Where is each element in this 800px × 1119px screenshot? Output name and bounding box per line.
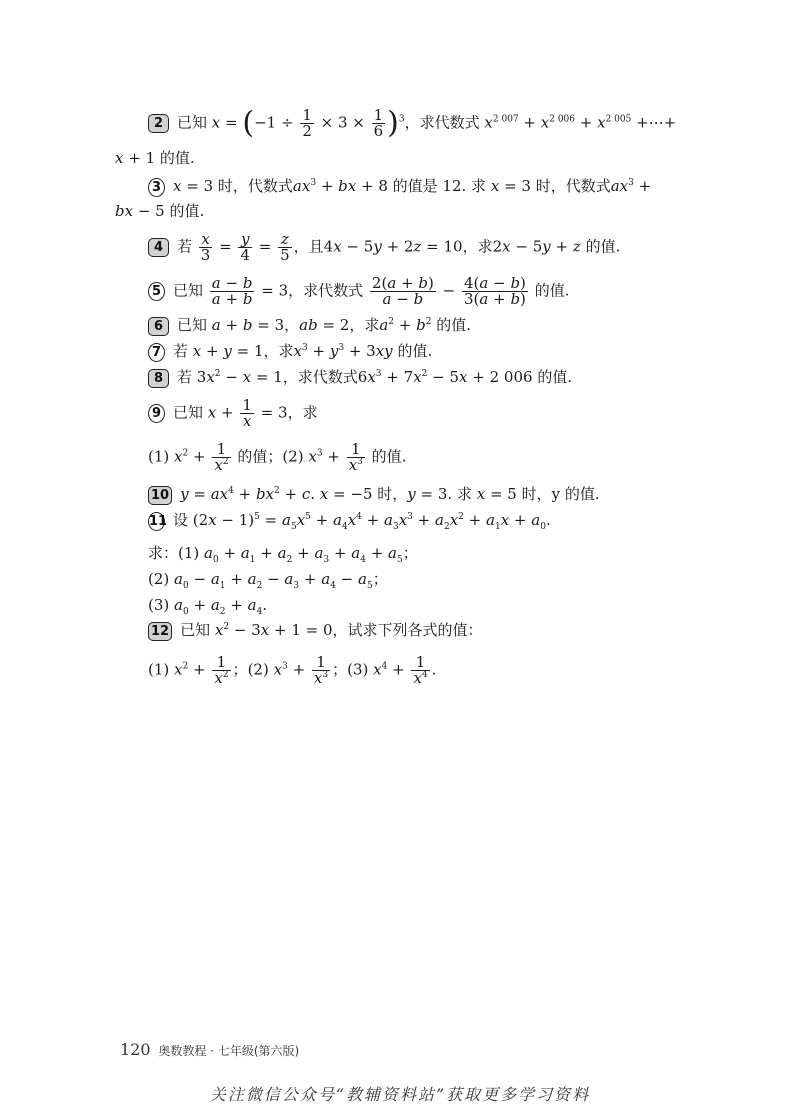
problem-2-line-1: 2 已知 x = (−1 ÷ $\frac{1}{2}$ × 3 × $\frac{1}{6}$ )$^3$，求代数式 $x^{2 007} + x^{2 006} + x^{2 005}$ +⋯+ (148, 108, 676, 139)
watermark-text: 关注微信公众号“教辅资料站”获取更多学习资料 (209, 1085, 591, 1104)
problem-11-part-2: (2) $a_0 - a_1 + a_2 - a_3 + a_4 - a_5$； (148, 570, 388, 591)
problem-11-part-1: 求：(1) $a_0 + a_1 + a_2 + a_3 + a_4 + a_5$； (148, 544, 418, 565)
problem-number-badge: 2 (148, 114, 169, 133)
problem-3-line-2: bx − 5 的值. (115, 202, 205, 220)
problem-number-badge: 8 (148, 369, 169, 388)
problem-7: 7 若 x + y = 1，求$x^3 + y^3 + 3xy$ 的值. (148, 339, 432, 363)
problem-number-badge: 10 (148, 486, 172, 505)
problem-8: 8 若 $3x^2 - x = 1$，求代数式$6x^3 + 7x^2 - 5x + 2$ 006 的值. (148, 365, 572, 389)
problem-number-badge: 5 (148, 282, 165, 301)
problem-6: 6 已知 a + b = 3，ab = 2，求$a^2 + b^2$ 的值. (148, 313, 471, 337)
book-title: 奥数教程 · 七年级(第六版) (158, 1044, 300, 1058)
fraction: $\frac{1}{2}$ (302, 106, 312, 140)
problem-number-badge: 4 (148, 238, 169, 257)
problem-11: 11 设 $(2x - 1)^5 = a_5x^5 + a_4x^4 + a_3x^3 + a_2x^2 + a_1x + a_0$. (149, 511, 551, 532)
problem-10: 10 $y = ax^4 + bx^2 + c$. x = −5 时，y = 3. 求 x = 5 时，y 的值. (148, 482, 600, 506)
problem-12-parts: (1) $x^2$ + $\frac{1}{x^2}$ ；(2) $x^3$ + $\frac{1}{x^3}$ ；(3) $x^4$ + $\frac{1}{x^4}$ . (148, 653, 437, 687)
problem-number-badge: 11 (149, 513, 168, 529)
problem-2-line-2: x + 1 的值. (115, 149, 195, 167)
problem-number-badge: 9 (148, 404, 165, 423)
problem-9-parts: (1) $x^2$ + $\frac{1}{x^2}$ 的值；(2) $x^3$ + $\frac{1}{x^3}$ 的值. (148, 440, 407, 474)
fraction: $\frac{1}{6}$ (373, 106, 384, 140)
problem-4: 4 若 $\frac{x}{3}$ = $\frac{y}{4}$ = $\frac{z}{5}$ ，且4x − 5y + 2z = 10，求2x − 5y + z 的值. (148, 232, 620, 263)
problem-9: 9 已知 x + $\frac{1}{x}$ = 3，求 (148, 398, 318, 429)
problem-3-line-1: 3 x = 3 时，代数式$ax^3$ + bx + 8 的值是 12. 求 x = 3 时，代数式$ax^3$ + (148, 174, 651, 198)
problem-12: 12 已知 $x^2 - 3x + 1 = 0$，试求下列各式的值： (148, 618, 483, 642)
problem-number-badge: 7 (148, 343, 165, 362)
problem-5: 5 已知 $\frac{a - b}{a + b}$ = 3，求代数式 $\frac{2(a + b)}{a - b}$ − $\frac{4(a - b)}{3(a + b)}$ 的值. (148, 276, 569, 307)
page-footer (120, 1040, 299, 1059)
problem-number-badge: 3 (148, 178, 165, 197)
problem-number-badge: 6 (148, 317, 169, 336)
problem-number-badge: 12 (148, 622, 172, 641)
page-number: 120 (120, 1040, 151, 1059)
problem-11-part-3: (3) $a_0 + a_2 + a_4$. (148, 596, 268, 617)
